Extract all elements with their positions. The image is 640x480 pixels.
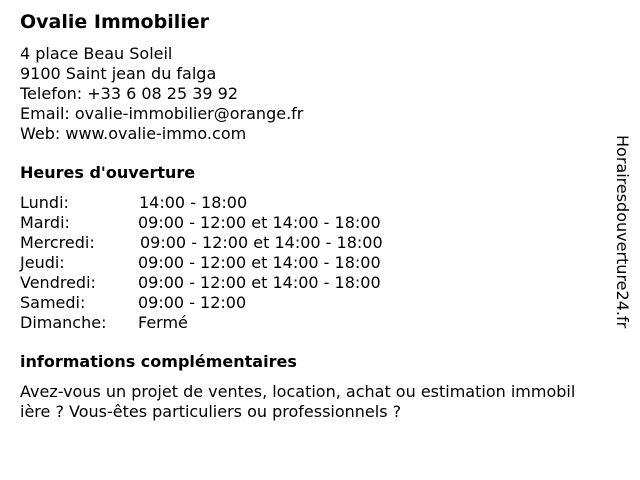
hours-time: 09:00 - 12:00 et 14:00 - 18:00 <box>138 273 381 292</box>
address-line-2: 9100 Saint jean du falga <box>20 64 217 83</box>
business-name: Ovalie Immobilier <box>20 11 209 33</box>
address-line-1: 4 place Beau Soleil <box>20 44 173 63</box>
website: Web: www.ovalie-immo.com <box>20 124 247 143</box>
phone-number: Telefon: +33 6 08 25 39 92 <box>20 84 239 103</box>
hours-time: 14:00 - 18:00 <box>139 193 248 212</box>
hours-day: Jeudi: <box>20 253 65 272</box>
hours-time: 09:00 - 12:00 <box>138 293 247 312</box>
hours-row-monday <box>20 193 610 213</box>
side-brand-watermark: Horairesdouverture24.fr <box>613 135 632 329</box>
hours-row-friday <box>20 273 610 293</box>
info-text-line-2: ière ? Vous-êtes particuliers ou professionnels ? <box>20 402 402 421</box>
hours-row-thursday <box>20 253 610 273</box>
info-heading: informations complémentaires <box>20 352 297 371</box>
hours-time: Fermé <box>138 313 188 332</box>
hours-day: Vendredi: <box>20 273 96 292</box>
hours-time: 09:00 - 12:00 et 14:00 - 18:00 <box>138 253 381 272</box>
hours-day: Lundi: <box>20 193 69 212</box>
hours-time: 09:00 - 12:00 et 14:00 - 18:00 <box>140 233 383 252</box>
hours-day: Mercredi: <box>20 233 95 252</box>
hours-row-tuesday <box>20 213 610 233</box>
hours-time: 09:00 - 12:00 et 14:00 - 18:00 <box>138 213 381 232</box>
business-card <box>20 10 610 422</box>
hours-day: Samedi: <box>20 293 86 312</box>
hours-row-saturday <box>20 293 610 313</box>
hours-table <box>20 193 610 333</box>
hours-row-wednesday <box>20 233 610 253</box>
hours-heading: Heures d'ouverture <box>20 163 196 182</box>
hours-day: Dimanche: <box>20 313 107 332</box>
email-address: Email: ovalie-immobilier@orange.fr <box>20 104 304 123</box>
hours-row-sunday <box>20 313 610 333</box>
info-text-line-1: Avez-vous un projet de ventes, location, achat ou estimation immobil <box>20 382 576 401</box>
info-text <box>20 382 620 422</box>
hours-day: Mardi: <box>20 213 70 232</box>
